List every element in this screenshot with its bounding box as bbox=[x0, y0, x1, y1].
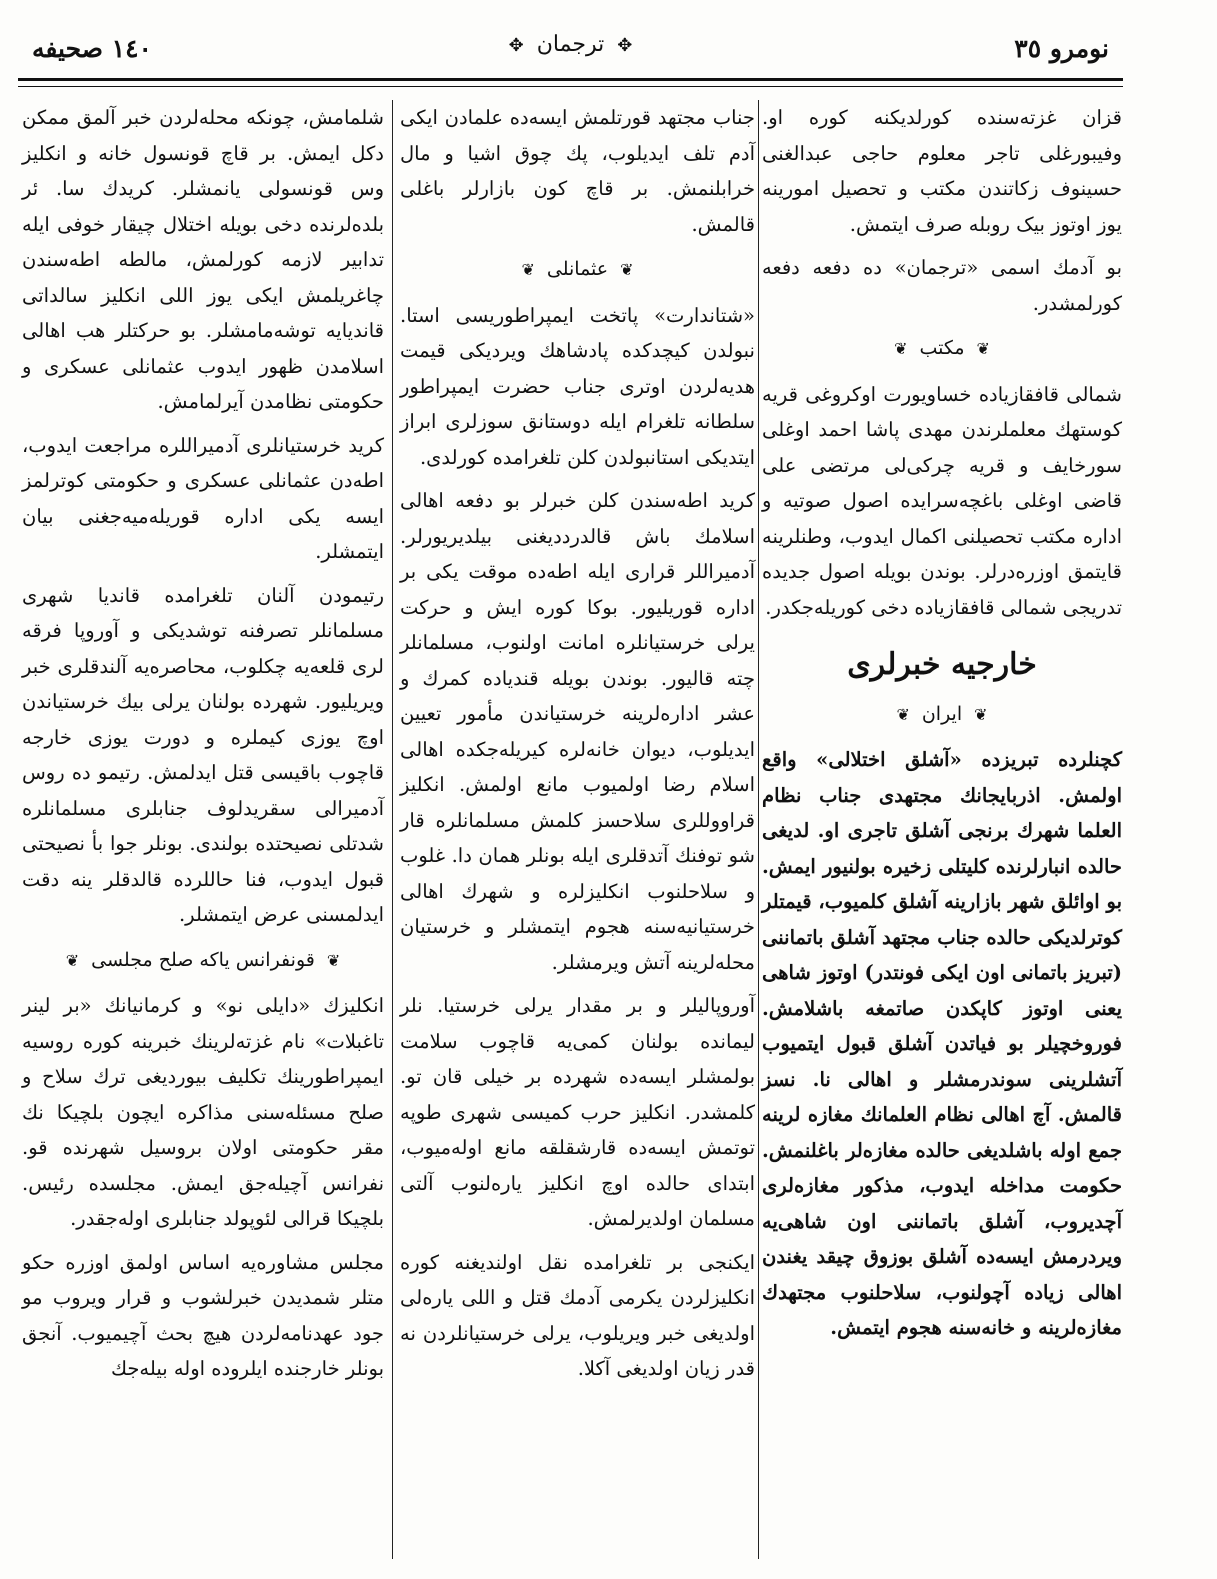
ornament-icon: ❦ bbox=[620, 260, 634, 279]
ornament-icon: ❦ bbox=[326, 950, 341, 970]
section-title: قونفرانس یاکه صلح مجلسی bbox=[91, 948, 315, 971]
ornament-icon: ❦ bbox=[65, 950, 80, 970]
article-paragraph: جناب مجتهد قورتلمش ایسه‌ده علمادن ایکی آدم تلف ایدیلوب، پك چوق اشیا و مال خرابلنمش. بر قاچ کون بازارلر باغلی قالمش. bbox=[400, 106, 755, 236]
ornament-icon: ❦ bbox=[974, 704, 988, 724]
masthead bbox=[18, 32, 1123, 57]
ornament-icon: ❦ bbox=[521, 260, 535, 279]
article-paragraph: کچنلرده تبریزده «آشلق اختلالی» واقع اولمش. اذربایجانك مجتهدی جناب نظام العلما شهرك برنجی آشلق تاجری او. لدیغی حالده انبارلرنده کلیتلی زخیره بولنیور ایمش. بو اوائلق شهر بازارینه آشلق کلمیوب، قیمتلر کوترلدیکی حالده جناب مجتهد آشلق باتماننی (تبریز باتمانی اون ایکی فونتدر) اوتوز شاهی یعنی اوتوز کاپکدن صاتمغه باشلامش. فوروخچیلر بو فیاتدن آشلق قبول ایتمیوب آتشلرینی سوندرمشلر و اهالی نا. نسز قالمش. آچ اهالی نظام العلمانك مغازه لرینه جمع اوله باشلدیغی حالده مغازه‌لر باغلنمش. حکومت مداخله ایدوب، مذکور مغازه‌لری آچدیروب، آشلق باتماننی اون شاهی‌یه ویردرمش ایسه‌ده آشلق بوزوق چیقد یغندن اهالی زیاده آچولنوب، سلاحلنوب مجتهدك مغازه‌لرینه و خانه‌سنه هجوم ایتمش. bbox=[762, 748, 1122, 1339]
article-paragraph: رتیمودن آلنان تلغرامده قاندیا شهری مسلمانلر تصرفنه توشدیکی و آوروپا فرقه لری قلعه‌یه چکلوب، محاصره‌یه آلندقلری خبر ویریلیور. شهرده بولنان یرلی بیك خرستیاندن اوچ یوزی کیملره و دورت یوزی خارجه قاچوب باقیسی قتل ایدلمش. رتیمو ده روس آدمیرالی سقریدلوف جنابلری مسلمانلره شدتلی نصیحتده بولندی. بونلر جوا بأ نصیحتی قبول ایدوب، فنا حاللرده قالدقلر ینه دقت ایدلمسنی عرض ایتمشلر. bbox=[22, 583, 384, 926]
article-paragraph: کرید خرستیانلری آدمیراللره مراجعت ایدوب، اطه‌دن عثمانلی عسکری و حکومتی کوترلمز ایسه یکی اداره قوریله‌میه‌جغنی بیان ایتمشلر. bbox=[22, 433, 384, 563]
section-title: عثمانلی bbox=[546, 258, 609, 280]
article-paragraph: آوروپالیلر و بر مقدار یرلی خرستیا. نلر لیمانده بولنان کمی‌یه قاچوب سلامت بولمشلر ایسه‌ده شهرده بر خیلی قان تو. کلمشدر. انکلیز حرب کمیسی شهری طوپه توتمش ایسه‌ده قارشقلقه مانع اوله‌میوب، ابتدای حالده اوچ انکلیز یاره‌لنوب آلتی مسلمان اولدیرلمش. bbox=[400, 994, 755, 1230]
article-paragraph: شمالی قافقازیاده خساویورت اوکروغی قریه کوستهك معلملرندن مهدی پاشا احمد اوغلی سورخایف و قریه چرکی‌لی مرتضی علی قاضی اوغلی باغچه‌سرایده اصول صوتیه و اداره مکتب تحصیلنی اکمال ایدوب، وطنلرینه قایتمق اوزره‌درلر. بوندن بویله اصول جدیده تدریجی شمالی قافقازیاده دخی کوریله‌جکدر. bbox=[762, 382, 1122, 619]
ornament-icon: ✥ bbox=[617, 35, 633, 56]
section-heading bbox=[400, 252, 755, 288]
issue-number: نومرو ٣٥ bbox=[1014, 34, 1109, 63]
page-header bbox=[18, 28, 1123, 78]
ornament-icon: ❦ bbox=[894, 339, 908, 358]
foreign-news-heading: خارجیه خبرلری bbox=[847, 647, 1037, 682]
page-number: ١٤٠ صحيفه bbox=[32, 34, 152, 63]
article-paragraph: کرید اطه‌سندن کلن خبرلر بو دفعه اهالی اسلامك باش قالدرددیغنی بیلدیریورلر. آدمیراللر قراری ایله اطه‌ده موقت یکی بر اداره قوریلیور. بوکا کوره ایش و حرکت یرلی خرستیانلره امانت اولنوب، مسلمانلر چته قالیور. بوندن بویله قندیاده کمرك و عشر اداره‌لرینه خرستیاندن مأمور تعیین ایدیلوب، دیوان خانه‌لره کیریله‌جکده اهالی اسلام رضا اولمیوب مانع اولمش. انکلیز قراووللری سلاحسز کلمش مسلمانلره قار شو توفنك آتدقلری ایله بونلر همان دا. غلوب و سلاحلنوب انکلیزلره و شهرك اهالی خرستیانیه‌سنه هجوم ایتمشلر و خرستیان محله‌لرینه آتش ویرمشلر. bbox=[400, 489, 755, 974]
article-paragraph: مجلس مشاوره‌یه اساس اولمق اوزره حکو متلر شمدیدن خبرلشوب و قرار ویروب مو جود عهدنامه‌لردن هیچ بحث آچیمیوب. آنجق بونلر خارجنده ایلروده اوله بیله‌جك bbox=[22, 1250, 384, 1380]
article-paragraph: بو آدمك اسمی «ترجمان» ده دفعه دفعه کورلمشدر. bbox=[762, 256, 1122, 315]
section-heading bbox=[762, 697, 1122, 733]
newspaper-title: ترجمان bbox=[536, 32, 605, 57]
section-heading bbox=[762, 331, 1122, 367]
section-heading bbox=[22, 943, 384, 979]
section-title: مکتب bbox=[919, 337, 965, 359]
article-paragraph: ایکنجی بر تلغرامده نقل اولندیغنه کوره انکلیزلردن یکرمی آدمك قتل و اللی یاره‌لی اولدیغی خبر ویریلوب، یرلی خرستیانلردن نه قدر زیان اولدیغی آکلا. bbox=[400, 1250, 755, 1380]
column-divider bbox=[758, 100, 759, 1559]
article-paragraph: قزان غزته‌سنده کورلدیکنه کوره او. وفیبورغلی تاجر معلوم حاجی عبدالغنی حسینوف زکاتندن مکتب و تحصیل امورینه یوز اوتوز بیک روبله صرف ایتمش. bbox=[762, 106, 1122, 236]
ornament-icon: ❦ bbox=[896, 704, 910, 724]
column-middle bbox=[400, 100, 755, 1559]
article-paragraph: «شتاندارت» پاتخت ایمپراطوریسی استا. نبولدن کیچدکده پادشاهك ویردیکی قیمت هدیه‌لردن اوتری جناب حضرت ایمپراطور سلطانه تلغرام ایله دوستانق سوزلری ابراز ایتدیکی استانبولدن کلن تلغرامده کورلدی. bbox=[400, 303, 755, 469]
ornament-icon: ✥ bbox=[508, 35, 524, 56]
section-title: ایران bbox=[921, 702, 963, 725]
column-right bbox=[762, 100, 1122, 1559]
header-rule bbox=[18, 78, 1123, 81]
article-paragraph: انکلیزك «دایلی نو» و کرمانیانك «بر لینر تاغبلات» نام غزته‌لرینك خبرینه کوره روسیه ایمپراطورینك تکلیف بیوردیغی ترك سلاح و صلح مسئله‌سنی مذاکره ایچون بلچیکا نك مقر حکومتی اولان بروسیل شهرنده قو. نفرانس آچیله‌جق ایمش. مجلسده رئیس. بلچیکا قرالی لئوپولد جنابلری اوله‌جقدر. bbox=[22, 994, 384, 1230]
column-divider bbox=[392, 100, 393, 1559]
ornament-icon: ❦ bbox=[976, 339, 990, 358]
column-left bbox=[22, 100, 384, 1559]
header-rule-thin bbox=[18, 86, 1123, 87]
article-paragraph: شلمامش، چونکه محله‌لردن خبر آلمق ممکن دکل ایمش. بر قاچ قونسول خانه و انکلیز وس قونسولی یانمشلر. کریدك سا. ئر بلده‌لرنده دخی بویله اختلال چیقار خوفی ایله تدابیر لازمه کورلمش، مالطه اطه‌سندن چاغریلمش ایکی یوز اللی انکلیز سالداتی قاندیایه توشه‌مامشلر. بو حرکتلر هب اهالی اسلامدن ظهور ایدوب عثمانلی عسکری و حکومتی نظامدن آیرلمامش. bbox=[22, 106, 384, 413]
